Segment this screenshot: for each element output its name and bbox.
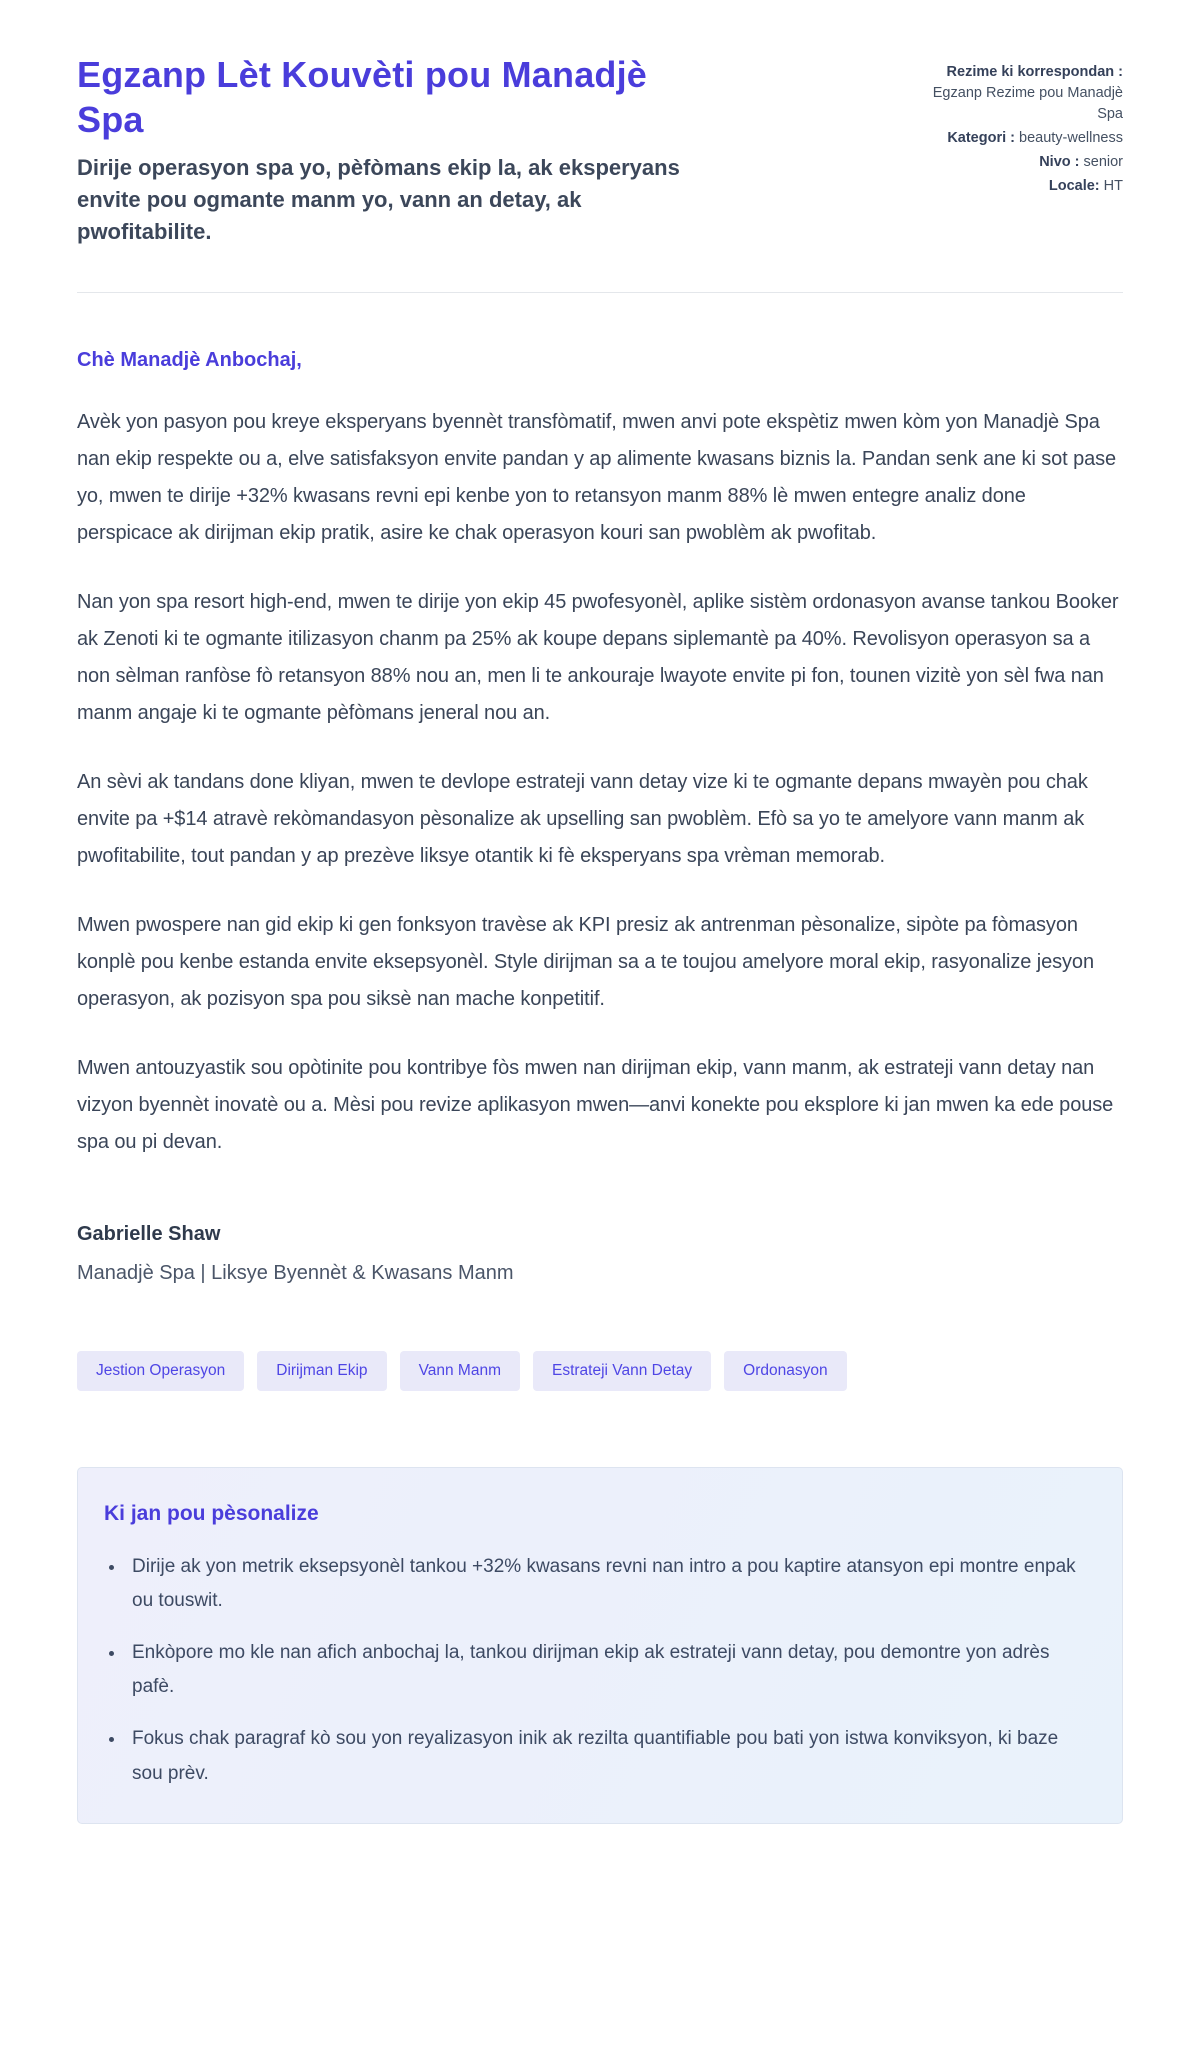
tag-scheduling: Ordonasyon [724, 1351, 846, 1391]
page-title: Egzanp Lèt Kouvèti pou Manadjè Spa [77, 54, 648, 140]
header-divider [77, 292, 1123, 293]
tip-item: • Fokus chak paragraf kò sou yon reyalizasyon inik ak rezilta quantifiable pou bati yon istwa konviksyon, ki baze sou prèv. [126, 1722, 1088, 1790]
letter-paragraph: Mwen antouzyastik sou opòtinite pou kontribye fòs mwen nan dirijman ekip, vann manm, ak estrateji vann detay nan vizyon byennèt inovatè ou a. Mèsi pou revize aplikasyon mwen—anvi konekte pou eksplore ki jan mwen ka ede pouse spa ou pi devan. [77, 1056, 1114, 1153]
meta-label: Locale: [1048, 178, 1100, 195]
meta-label: Nivo : [1039, 154, 1080, 171]
letter-paragraph: An sèvi ak tandans done kliyan, mwen te devlope estrateji vann detay vize ki te ogmante depans mwayèn pou chak envite pa +$14 atravè rekòmandasyon pèsonalize ak upselling san pwoblèm. Efò sa yo te amelyore vann manm ak pwofitabilite, tout pandan y ap prezève liksye otantik ki fè eksperyans spa vrèman memorab. [77, 770, 1088, 867]
personalization-tips-box [77, 1467, 1123, 1824]
tip-item: • Enkòpore mo kle nan afich anbochaj la, tankou dirijman ekip ak estrateji vann detay, pou demontre yon adrès pafè. [126, 1636, 1088, 1704]
document-header [77, 52, 1123, 248]
signature-block [77, 1223, 1123, 1285]
letter-paragraph: Avèk yon pasyon pou kreye eksperyans byennèt transfòmatif, mwen anvi pote ekspètiz mwen kòm yon Manadjè Spa nan ekip respekte ou a, elve satisfaksyon envite pandan y ap alimente kwasans biznis la. Pandan senk ane ki sot pase yo, mwen te dirije +32% kwasans revni epi kenbe yon to retansyon manm 88% lè mwen entegre analiz done perspicace ak dirijman ekip pratik, asire ke chak operasyon kouri san pwoblèm ak pwofitab. [77, 410, 1117, 544]
tip-item: • Dirije ak yon metrik eksepsyonèl tankou +32% kwasans revni nan intro a pou kaptire atansyon epi montre enpak ou touswit. [126, 1550, 1088, 1618]
tips-list [104, 1550, 1088, 1791]
letter-paragraph: Nan yon spa resort high-end, mwen te dirije yon ekip 45 pwofesyonèl, aplike sistèm ordonasyon avanse tankou Booker ak Zenoti ki te ogmante itilizasyon chanm pa 25% ak koupe depans siplemantè pa 40%. Revolisyon operasyon sa a non sèlman ranfòse fò retansyon 88% nou an, men li te ankouraje lwayote envite pi fon, tounen vizitè yon sèl fwa nan manm angaje ki te ogmante pèfòmans jeneral nou an. [77, 590, 1119, 724]
content-column [77, 0, 1123, 1894]
tag-team-leadership: Dirijman Ekip [257, 1351, 386, 1391]
tag-membership-sales: Vann Manm [400, 1351, 520, 1391]
meta-row-locale [923, 176, 1123, 197]
signature-title: Manadjè Spa | Liksye Byennèt & Kwasans Manm [77, 1261, 514, 1284]
signature-name: Gabrielle Shaw [77, 1222, 221, 1245]
meta-value: Egzanp Rezime pou Manadjè Spa [932, 85, 1123, 123]
tips-heading: Ki jan pou pèsonalize [104, 1501, 319, 1525]
header-title-block [77, 52, 717, 248]
tag-retail-strategy: Estrateji Vann Detay [533, 1351, 711, 1391]
letter-paragraph: Mwen pwospere nan gid ekip ki gen fonksyon travèse ak KPI presiz ak antrenman pèsonalize, sipòte pa fòmasyon konplè pou kenbe estanda envite eksepsyonèl. Style dirijman sa a te toujou amelyore moral ekip, rasyonalize jesyon operasyon, ak pozisyon spa pou siksè nan mache konpetitif. [77, 913, 1094, 1010]
tag-operations-management: Jestion Operasyon [77, 1351, 244, 1391]
tag-list [77, 1351, 1123, 1391]
meta-row-level [923, 152, 1123, 173]
page-subtitle: Dirije operasyon spa yo, pèfòmans ekip la, ak eksperyans envite pou ogmante manm yo, vann an detay, ak pwofitabilite. [77, 155, 680, 244]
meta-label: Kategori : [947, 130, 1015, 147]
meta-row-category [923, 128, 1123, 149]
letter-greeting: Chè Manadjè Anbochaj, [77, 348, 302, 371]
meta-value: HT [1103, 178, 1123, 195]
meta-label: Rezime ki korrespondan : [946, 64, 1123, 80]
meta-row-matching-resume [923, 62, 1123, 125]
meta-value: senior [1083, 154, 1123, 171]
meta-value: beauty-wellness [1019, 130, 1123, 147]
letter-body [77, 349, 1123, 1161]
document-meta [923, 52, 1123, 200]
